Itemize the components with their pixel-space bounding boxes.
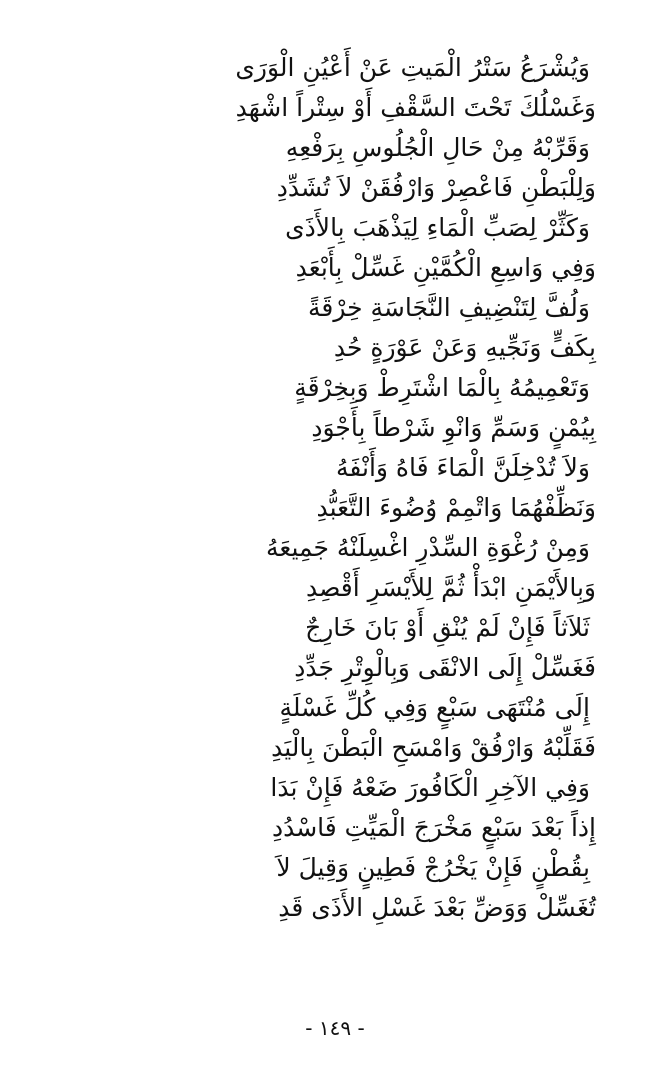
verse [0,288,670,368]
verse [0,448,670,528]
verse-second-hemistich: بِيُمْنٍ وَسَمِّ وَانْوِ شَرْطاً بِأَجْوَدِ [311,413,596,442]
verse [0,768,670,848]
verse-first-hemistich: إِلَى مُنْتَهَى سَبْعٍ وَفِي كُلِّ غَسْلَةٍ [279,693,590,722]
verse-second-hemistich: وَبِالأَيْمَنِ ابْدَأْ ثُمَّ لِلأَيْسَرِ أَقْصِدِ [306,573,596,602]
verse-first-hemistich: وَمِنْ رُغْوَةِ السِّدْرِ اغْسِلَنْهُ جَمِيعَهُ [266,533,590,562]
verse-first-hemistich: وَيُشْرَعُ سَتْرُ الْمَيتِ عَنْ أَعْيُنِ الْوَرَى [235,53,590,82]
verse-second-hemistich: وَلِلْبَطْنِ فَاعْصِرْ وَارْفُقَنْ لاَ تُشَدِّدِ [276,173,596,202]
verse-second-hemistich: وَفِي وَاسِعِ الْكُمَّيْنِ غَسِّلْ بِأَبْعَدِ [295,253,596,282]
verse [0,128,670,208]
verse-first-hemistich: وَتَعْمِيمُهُ بِالْمَا اشْتَرِطْ وَبِخِرْقَةٍ [294,373,590,402]
verse-first-hemistich: وَكَثِّرْ لِصَبِّ الْمَاءِ لِيَذْهَبَ بِالأَذَى [285,213,590,242]
verse-first-hemistich: وَقَرِّبْهُ مِنْ حَالِ الْجُلُوسِ بِرَفْعِهِ [285,133,590,162]
verse [0,368,670,448]
verse-first-hemistich: بِقُطْنٍ فَإِنْ يَخْرُجْ فَطِينٍ وَقِيلَ لاَ [276,853,590,882]
verse-first-hemistich: وَفِي الآخِرِ الْكَافُورَ ضَعْهُ فَإِنْ بَدَا [270,773,590,802]
verse-second-hemistich: إِذاً بَعْدَ سَبْعٍ مَخْرَجَ الْمَيِّتِ فَاسْدُدِ [271,813,596,842]
verse-first-hemistich: وَلاَ تُدْخِلَنَّ الْمَاءَ فَاهُ وَأَنْفَهُ [335,453,590,482]
verse [0,528,670,608]
verse [0,608,670,688]
verse-second-hemistich: فَقَلِّبْهُ وَارْفُقْ وَامْسَحِ الْبَطْنَ بِالْيَدِ [271,733,596,762]
poem-body [0,48,670,928]
page-number: - ١٤٩ - [305,1016,365,1040]
verse [0,48,670,128]
verse-second-hemistich: وَغَسْلُكَ تَحْتَ السَّقْفِ أَوْ سِتْراً اشْهَدِ [235,93,596,122]
verse [0,688,670,768]
verse-second-hemistich: بِكَفٍّ وَنَجِّيهِ وَعَنْ عَوْرَةٍ حُدِ [333,333,596,362]
verse [0,848,670,928]
verse-second-hemistich: فَغَسِّلْ إِلَى الانْقَى وَبِالْوِتْرِ جَدِّدِ [294,653,596,682]
verse-second-hemistich: تُغَسِّلْ وَوَضِّ بَعْدَ غَسْلِ الأَذَى قَدِ [278,893,596,922]
verse [0,208,670,288]
verse-second-hemistich: وَنَظِّفْهُمَا وَاتْمِمْ وُضُوءَ التَّعَبُّدِ [316,493,596,522]
verse-first-hemistich: ثَلاَثاً فَإِنْ لَمْ يُنْقِ أَوْ بَانَ خَارِجٌ [305,613,590,642]
verse-first-hemistich: وَلُفَّ لِتَنْضِيفِ النَّجَاسَةِ خِرْقَةً [307,293,590,322]
